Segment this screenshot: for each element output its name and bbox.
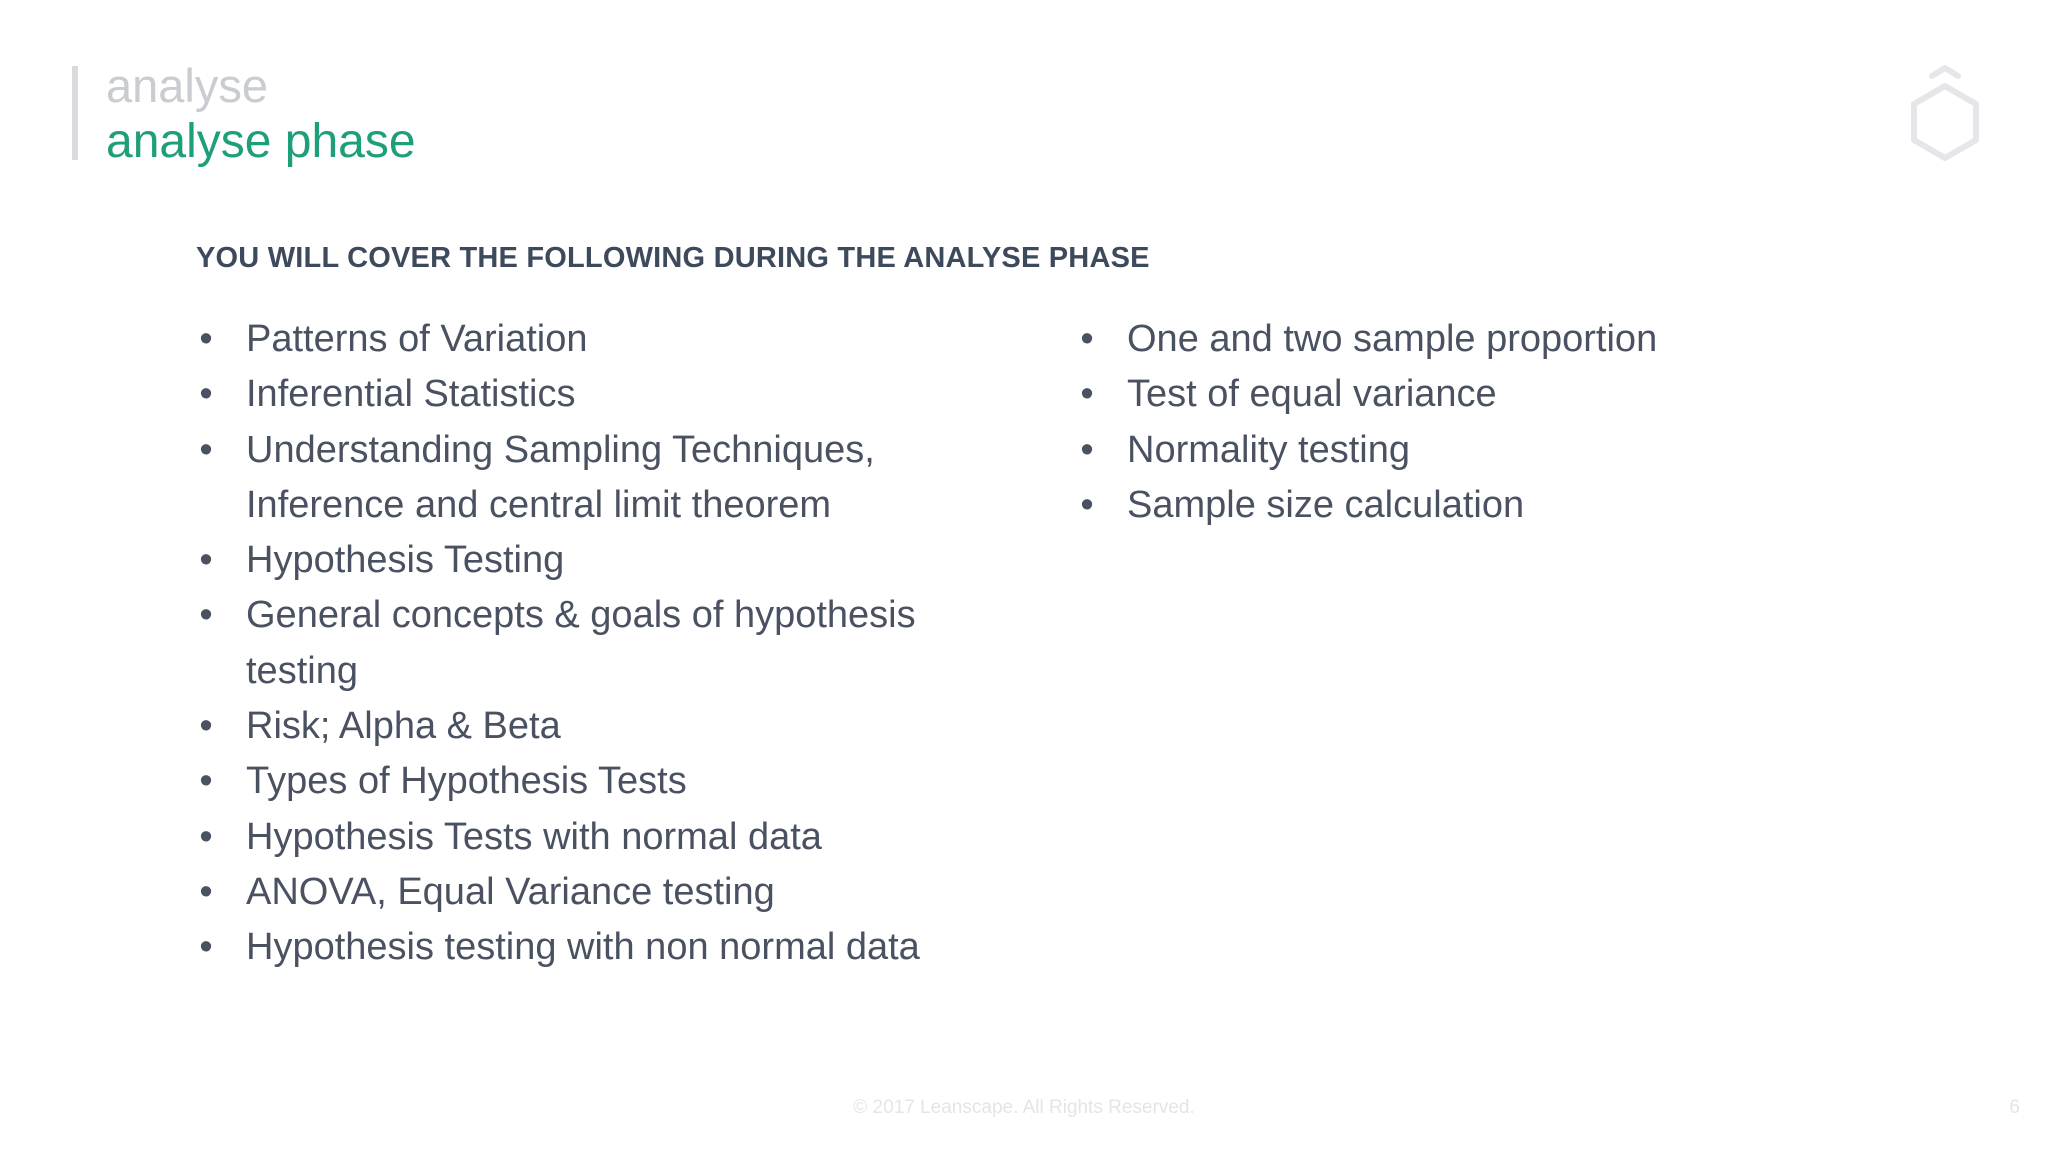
bullet-icon: •	[199, 760, 213, 803]
list-item-text: Inferential Statistics	[246, 373, 576, 416]
hexagon-logo-icon	[1904, 60, 1986, 166]
list-item-text: Test of equal variance	[1127, 373, 1497, 416]
list-item-text: Hypothesis testing with non normal data	[246, 926, 920, 969]
bullet-icon: •	[1080, 373, 1094, 416]
list-item	[1077, 367, 1837, 422]
bullet-icon: •	[1080, 483, 1094, 526]
bullet-icon: •	[199, 318, 213, 360]
list-item	[196, 367, 956, 422]
bullet-icon: •	[199, 926, 213, 969]
section-heading: YOU WILL COVER THE FOLLOWING DURING THE ANALYSE PHASE	[196, 242, 1150, 274]
list-item-text: Hypothesis Tests with normal data	[246, 815, 822, 858]
list-item	[1077, 423, 1837, 478]
list-item	[1077, 312, 1837, 367]
list-item-text: Sample size calculation	[1127, 483, 1525, 526]
list-item	[196, 810, 956, 865]
bullet-icon: •	[199, 539, 213, 582]
bullet-icon: •	[199, 594, 213, 637]
list-item	[196, 865, 956, 920]
page-number: 6	[2009, 1097, 2020, 1118]
bullet-icon: •	[1080, 318, 1094, 360]
bullet-icon: •	[199, 815, 213, 858]
footer-copyright: © 2017 Leanscape. All Rights Reserved.	[853, 1097, 1195, 1118]
list-item	[1077, 478, 1837, 533]
topic-list-left	[196, 312, 956, 976]
bullet-icon: •	[199, 870, 213, 913]
topic-list-right	[1077, 312, 1837, 533]
list-item	[196, 920, 956, 975]
list-item-text: Understanding Sampling Techniques, Inference and central limit theorem	[246, 428, 875, 526]
bullet-icon: •	[199, 373, 213, 416]
list-item	[196, 754, 956, 809]
list-item	[196, 699, 956, 754]
bullet-icon: •	[199, 428, 213, 471]
list-item-text: General concepts & goals of hypothesis testing	[246, 594, 916, 692]
list-item	[196, 423, 956, 534]
page-title: analyse phase	[106, 115, 416, 168]
bullet-icon: •	[1080, 428, 1094, 471]
list-item-text: Risk; Alpha & Beta	[246, 705, 561, 748]
bullet-icon: •	[199, 705, 213, 748]
list-item	[196, 312, 956, 367]
list-item-text: One and two sample proportion	[1127, 318, 1658, 360]
list-item-text: ANOVA, Equal Variance testing	[246, 870, 775, 913]
section-kicker: analyse	[106, 59, 268, 112]
list-item-text: Types of Hypothesis Tests	[246, 760, 687, 803]
list-item-text: Normality testing	[1127, 428, 1410, 471]
list-item	[196, 588, 956, 699]
title-accent-bar	[72, 66, 78, 160]
list-item-text: Hypothesis Testing	[246, 539, 565, 582]
list-item	[196, 533, 956, 588]
list-item-text: Patterns of Variation	[246, 318, 588, 360]
